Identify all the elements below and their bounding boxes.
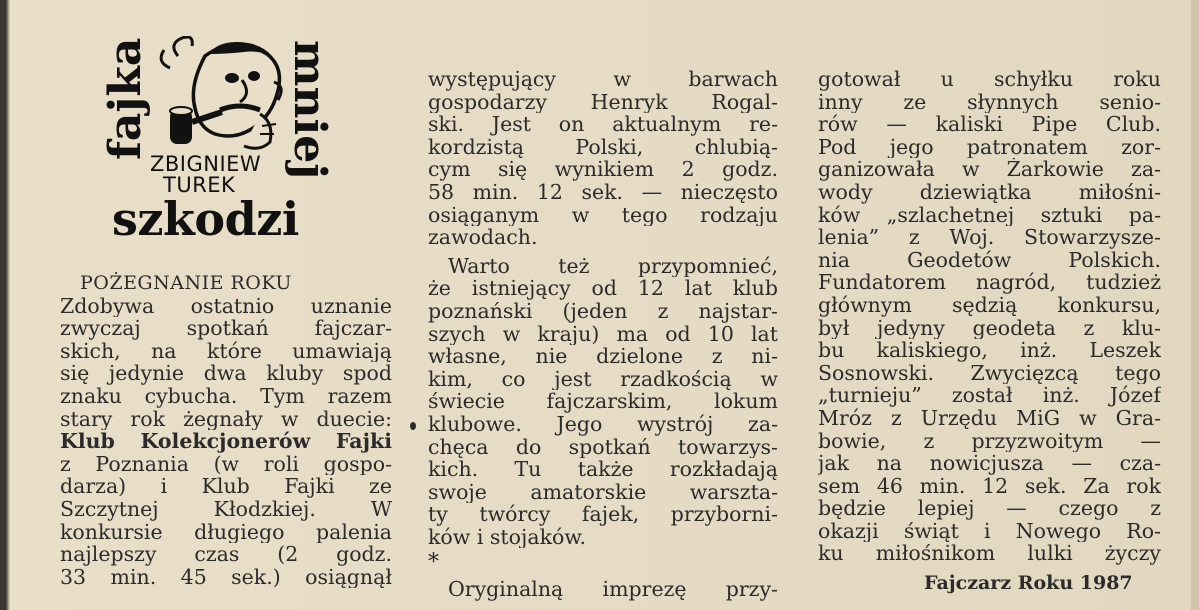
text-line: Sosnowski. Zwycięzcą tego [818, 361, 1161, 385]
text-line: jak na nowicjusza — cza- [818, 452, 1161, 475]
text-line: że istniejący od 12 lat klub [428, 277, 778, 300]
text-line: swoje amatorskie warszta- [428, 480, 778, 504]
text-line: ski. Jest on aktualnym re- [428, 113, 778, 136]
text-line: poznański (jeden z najstar- [428, 299, 778, 323]
text-line: sem 46 min. 12 sek. Za rok [818, 474, 1161, 498]
text-line: wody dziewiątka miłośni- [818, 180, 1161, 204]
text-line: gotował u schyłku roku [818, 68, 1161, 91]
text-line: kich. Tu także rozkładają [428, 458, 778, 481]
text-line: Mróz z Urzędu MiG w Gra- [818, 406, 1161, 430]
logo-author-last-name: TUREK [163, 173, 236, 197]
pipe-smoker-caricature-icon [150, 36, 290, 156]
text-line: gospodarzy Henryk Rogal- [428, 90, 778, 114]
text-line: osiąganym w tego rodzaju [428, 203, 778, 227]
text-line: Szczytnej Kłodzkiej. W [60, 497, 392, 521]
text-line: kim, co jest rzadkością w [428, 367, 778, 391]
text-line: zawodach. [428, 226, 538, 249]
text-line: konkursie długiego palenia [60, 520, 392, 544]
logo-word-mniej: mniej [284, 40, 335, 180]
text-line: ku miłośnikom lulki życzy [818, 542, 1161, 566]
text-line: Zdobywa ostatnio uznanie [60, 294, 392, 318]
text-line: będzie lepiej — czego z [818, 497, 1161, 520]
text-line: ków i stojaków. [428, 525, 586, 549]
text-line: rów — kaliski Pipe Club. [818, 113, 1161, 136]
text-line: się jedynie dwa kluby spod [60, 362, 392, 385]
text-line: Fundatorem nagród, tudzież [818, 271, 1161, 294]
text-line: Oryginalną imprezę przy- [448, 578, 778, 602]
article-column-2 [428, 68, 778, 601]
text-line: szych w kraju) ma od 10 lat [428, 322, 778, 346]
text-line: okazji świąt i Nowego Ro- [818, 519, 1161, 543]
text-line: „turnieju” został inż. Józef [818, 384, 1161, 407]
text-line: kordzistą Polski, chlubią- [428, 135, 778, 159]
text-line: Pod jego patronatem zor- [818, 135, 1161, 159]
text-line: skich, na które umawiają [60, 339, 392, 363]
text-line: z Poznania (w roli gospo- [60, 452, 392, 476]
text-line: zwyczaj spotkań fajczar- [60, 317, 392, 340]
text-line: cym się wynikiem 2 godz. [428, 158, 778, 181]
text-line: bu kaliskiego, inż. Leszek [818, 339, 1161, 362]
text-line: 33 min. 45 sek.) osiągnął [60, 565, 392, 589]
logo-word-szkodzi: szkodzi [112, 192, 299, 246]
logo-author-first-name: ZBIGNIEW [150, 152, 262, 176]
text-line: ganizowała w Żarkowie za- [818, 158, 1161, 181]
text-line: ków „szlachetnej sztuki pa- [818, 203, 1161, 227]
text-line: nia Geodetów Polskich. [818, 248, 1161, 272]
text-line: najlepszy czas (2 godz. [60, 543, 392, 566]
text-line: Warto też przypomnieć, [448, 254, 778, 278]
text-line: występujący w barwach [428, 68, 778, 91]
text-line: darza) i Klub Fajki ze [60, 475, 392, 498]
text-line: znaku cybucha. Tym razem [60, 384, 392, 408]
article-column-3 [818, 68, 1161, 565]
text-line: Klub Kolekcjonerów Fajki [60, 430, 392, 453]
text-line: świecie fajczarskim, lokum [428, 390, 778, 413]
text-line: 58 min. 12 sek. — nieczęsto [428, 180, 778, 204]
article-column-1 [60, 272, 392, 588]
text-line: głównym sędzią konkursu, [818, 293, 1161, 317]
text-line: inny ze słynnych senio- [818, 90, 1161, 114]
section-separator: * [428, 550, 439, 576]
author-signature: Fajczarz Roku 1987 [924, 572, 1133, 594]
text-line: ty twórcy fajek, przyborni- [428, 503, 778, 526]
section-heading: POŻEGNANIE ROKU [80, 272, 292, 294]
text-line: klubowe. Jego wystrój za- [428, 412, 778, 436]
text-line: własne, nie dzielone z ni- [428, 345, 778, 368]
logo-word-fajka: fajka [100, 37, 151, 160]
text-line: był jedyny geodeta z klu- [818, 316, 1161, 340]
text-line: chęca do spotkań towarzys- [428, 435, 778, 459]
text-line: bowie, z przyzwoitym — [818, 429, 1161, 453]
text-line: stary rok żegnały w duecie: [60, 407, 392, 431]
print-mark [410, 422, 416, 430]
text-line: lenia” z Woj. Stowarzysze- [818, 226, 1161, 249]
page-edge [1191, 0, 1199, 610]
